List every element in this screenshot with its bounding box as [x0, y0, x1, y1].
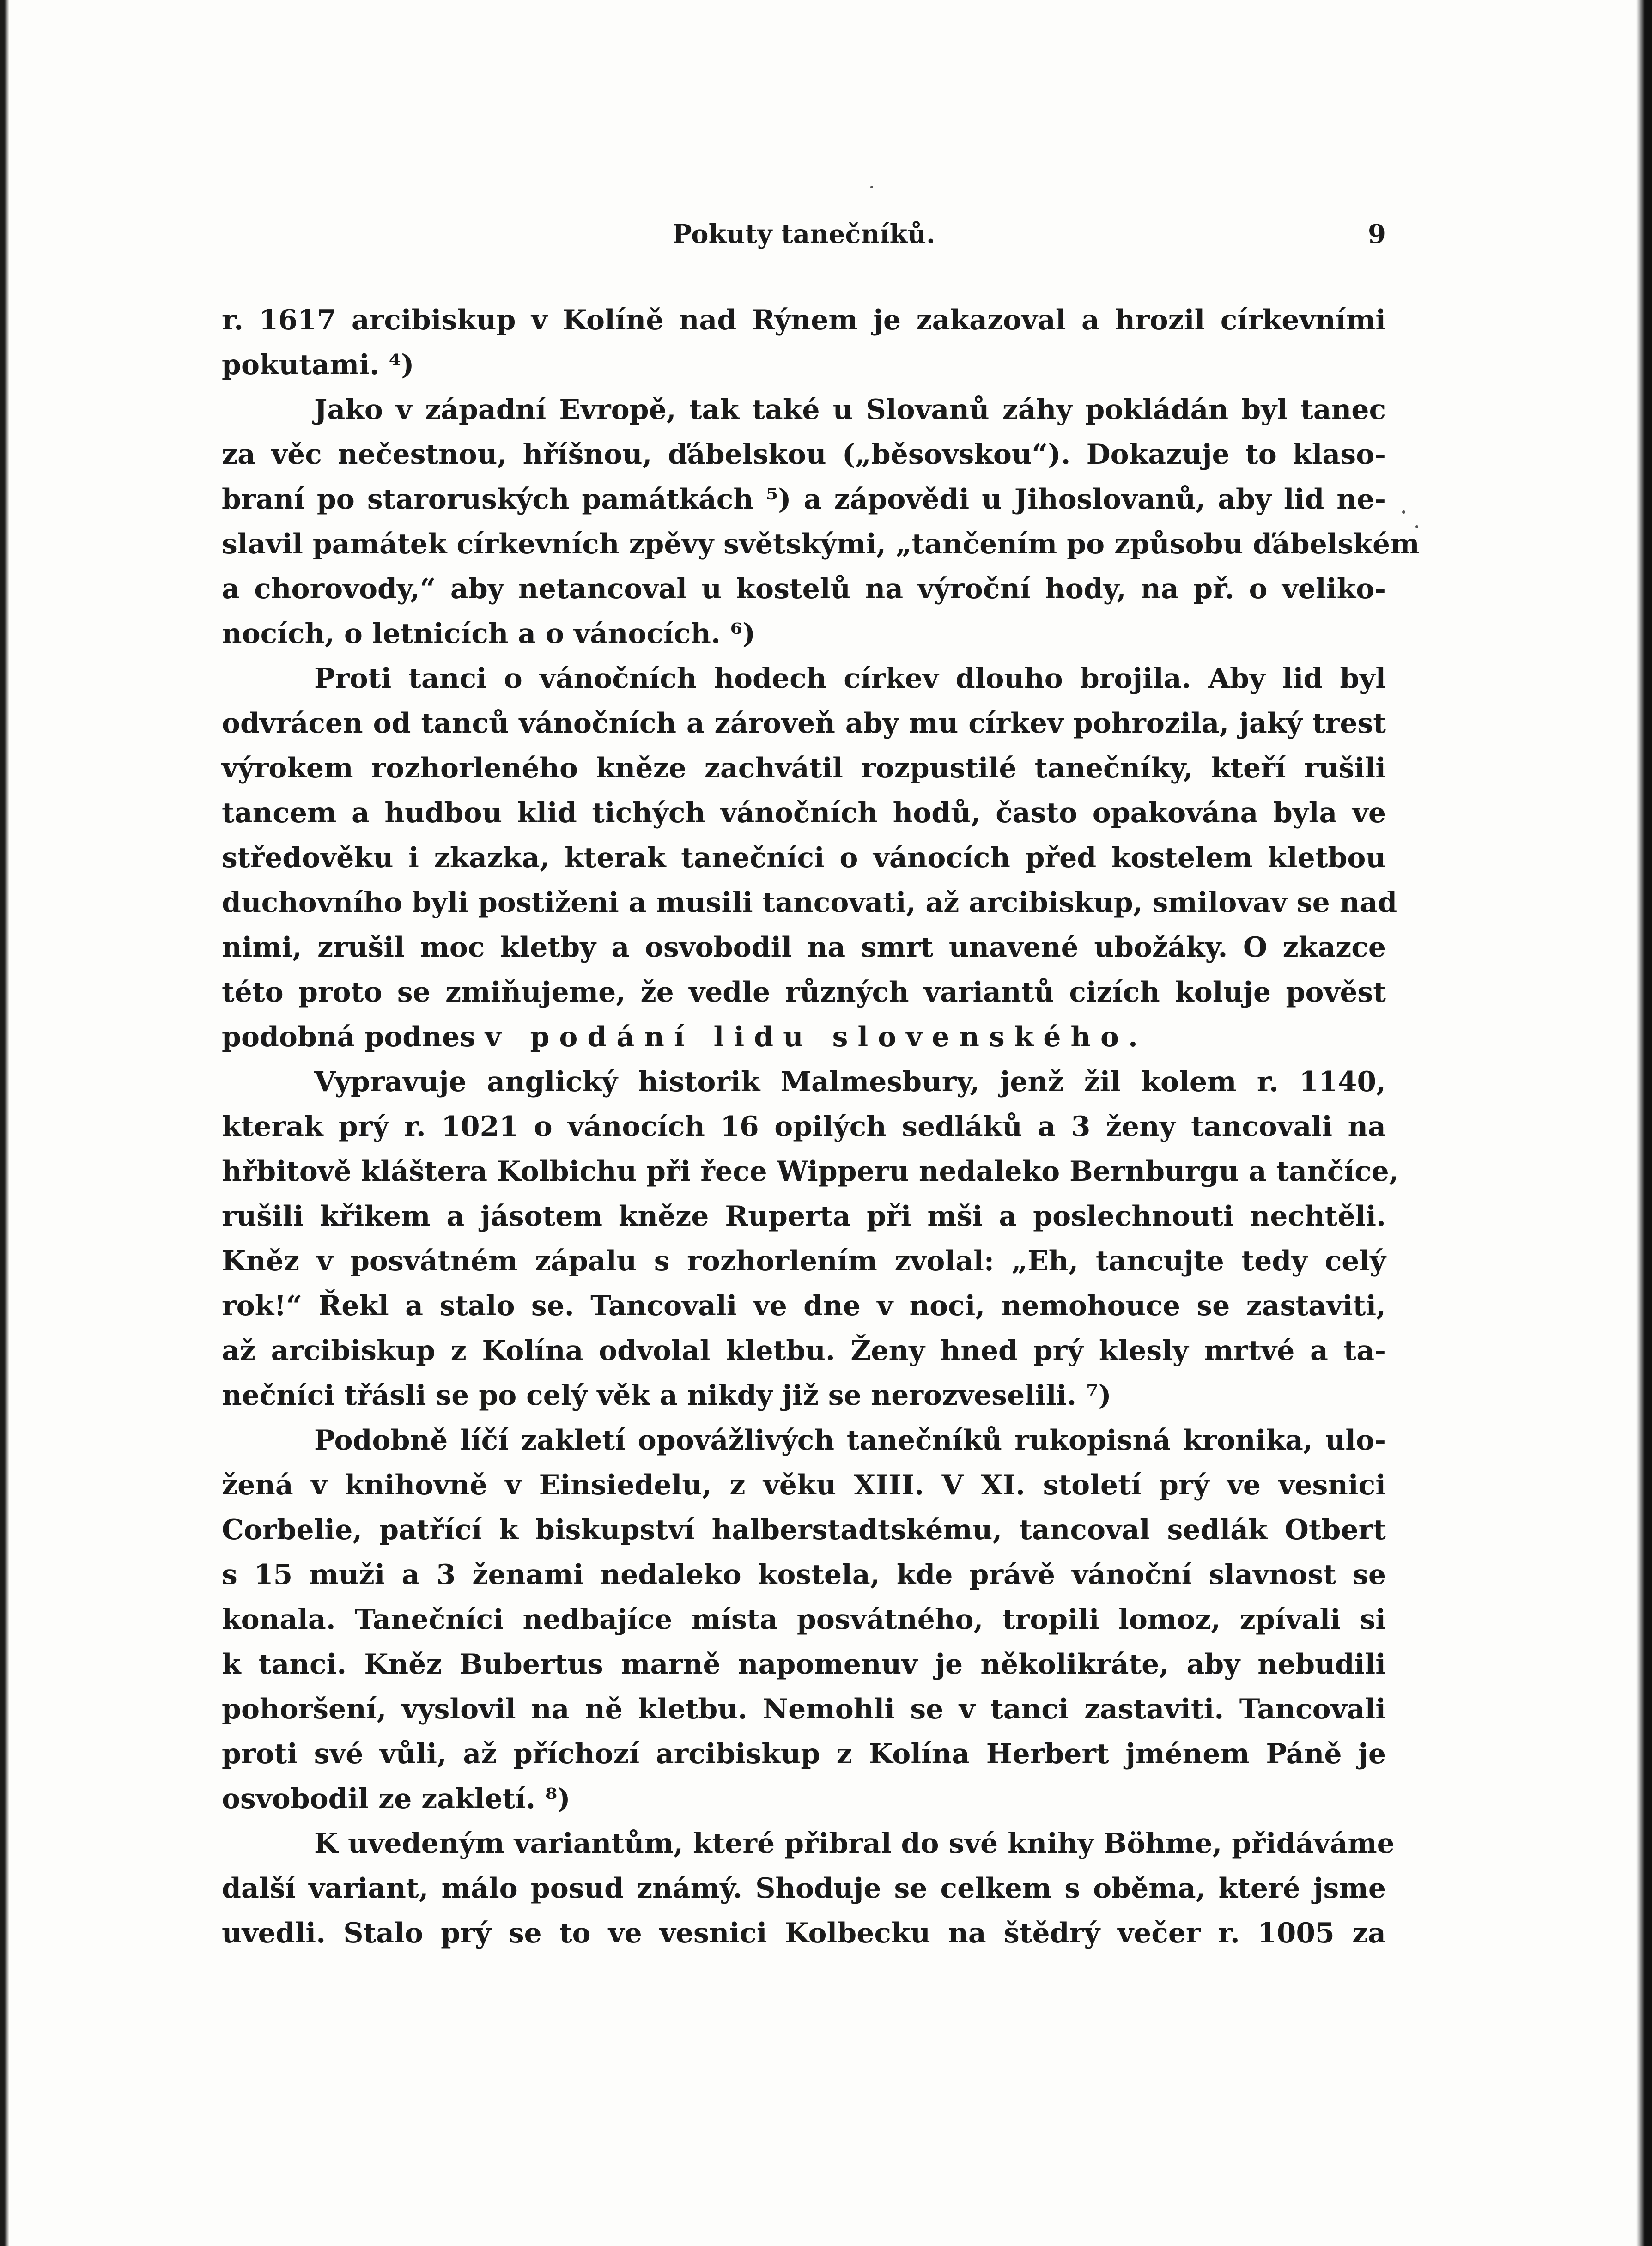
text-line: K uvedeným variantům, které přibral do své knihy Böhme, přidáváme — [314, 1827, 1395, 1860]
text-fragment: podobná podnes — [222, 1021, 475, 1053]
text-line: pohoršení, vyslovil na ně kletbu. Nemohli se v tanci zastaviti. Tancovali — [222, 1693, 1386, 1725]
text-line: kterak prý r. 1021 o vánocích 16 opilých sedláků a 3 ženy tancovali na — [222, 1111, 1386, 1143]
text-line: Vypravuje anglický historik Malmesbury, jenž žil kolem r. 1140, — [314, 1066, 1386, 1098]
text-line: středověku i zkazka, kterak tanečníci o vánocích před kostelem kletbou — [222, 842, 1386, 874]
text-line: k tanci. Kněz Bubertus marně napomenuv je několikráte, aby nebudili — [222, 1648, 1386, 1681]
text-line: nimi, zrušil moc kletby a osvobodil na smrt unavené ubožáky. O zkazce — [222, 931, 1386, 964]
text-line: žená v knihovně v Einsiedelu, z věku XIII. V XI. století prý ve vesnici — [222, 1469, 1386, 1501]
text-line: Corbelie, patřící k biskupství halberstadtskému, tancoval sedlák Otbert — [222, 1514, 1386, 1546]
text-line: až arcibiskup z Kolína odvolal kletbu. Ženy hned prý klesly mrtvé a ta- — [222, 1335, 1386, 1367]
running-title: Pokuty tanečníků. — [672, 219, 935, 249]
text-line: uvedli. Stalo prý se to ve vesnici Kolbecku na štědrý večer r. 1005 za — [222, 1917, 1386, 1949]
text-line: Proti tanci o vánočních hodech církev dlouho brojila. Aby lid byl — [314, 662, 1386, 695]
text-line: braní po staroruských památkách ⁵) a zápovědi u Jihoslovanů, aby lid ne- — [222, 483, 1386, 516]
text-line: duchovního byli postiženi a musili tancovati, až arcibiskup, smilovav se nad — [222, 886, 1397, 919]
page-number: 9 — [1368, 219, 1386, 249]
text-line: Podobně líčí zakletí opovážlivých tanečníků rukopisná kronika, ulo- — [314, 1424, 1386, 1457]
text-line-spaced — [222, 1015, 1386, 1060]
text-line: rok!“ Řekl a stalo se. Tancovali ve dne v noci, nemohouce se zastaviti, — [222, 1290, 1386, 1322]
text-line: proti své vůli, až příchozí arcibiskup z Kolína Herbert jménem Páně je — [222, 1738, 1386, 1770]
text-line: a chorovody,“ aby netancoval u kostelů na výroční hody, na př. o veliko- — [222, 573, 1386, 605]
body-text — [222, 298, 1420, 1956]
text-line: tancem a hudbou klid tichých vánočních hodů, často opakována byla ve — [222, 797, 1386, 829]
scan-speck — [1402, 510, 1405, 514]
text-line: pokutami. ⁴) — [222, 349, 414, 381]
text-line: rušili křikem a jásotem kněze Ruperta při mši a poslechnouti nechtěli. — [222, 1200, 1386, 1232]
text-line: r. 1617 arcibiskup v Kolíně nad Rýnem je zakazoval a hrozil církevními — [222, 304, 1386, 336]
text-line: osvobodil ze zakletí. ⁸) — [222, 1783, 571, 1815]
text-line: odvrácen od tanců vánočních a zároveň aby mu církev pohrozila, jaký trest — [222, 707, 1386, 740]
text-line: výrokem rozhorleného kněze zachvátil rozpustilé tanečníky, kteří rušili — [222, 752, 1386, 784]
text-line: této proto se zmiňujeme, že vedle různých variantů cizích koluje pověst — [222, 976, 1386, 1008]
scan-right-edge — [1636, 0, 1652, 2246]
text-line: konala. Tanečníci nedbajíce místa posvátného, tropili lomoz, zpívali si — [222, 1603, 1386, 1636]
text-line: nocích, o letnicích a o vánocích. ⁶) — [222, 618, 756, 650]
text-line: další variant, málo posud známý. Shoduje se celkem s oběma, které jsme — [222, 1872, 1386, 1905]
spaced-emphasis: v podání lidu slovenského. — [485, 1021, 1148, 1053]
text-line: nečníci třásli se po celý věk a nikdy již se nerozveselili. ⁷) — [222, 1379, 1111, 1412]
text-line: Kněz v posvátném zápalu s rozhorlením zvolal: „Eh, tancujte tedy celý — [222, 1245, 1386, 1277]
text-line: Jako v západní Evropě, tak také u Slovanů záhy pokládán byl tanec — [314, 394, 1386, 426]
text-line: hřbitově kláštera Kolbichu při řece Wipperu nedaleko Bernburgu a tančíce, — [222, 1155, 1399, 1188]
text-line: za věc nečestnou, hříšnou, ďábelskou („běsovskou“). Dokazuje to klaso- — [222, 438, 1386, 471]
running-head — [222, 209, 1386, 260]
text-line: slavil památek církevních zpěvy světskými, „tančením po způsobu ďábelském — [222, 528, 1420, 560]
scan-speck — [870, 186, 873, 188]
scan-left-edge — [0, 0, 9, 2246]
text-line: s 15 muži a 3 ženami nedaleko kostela, kde právě vánoční slavnost se — [222, 1559, 1386, 1591]
